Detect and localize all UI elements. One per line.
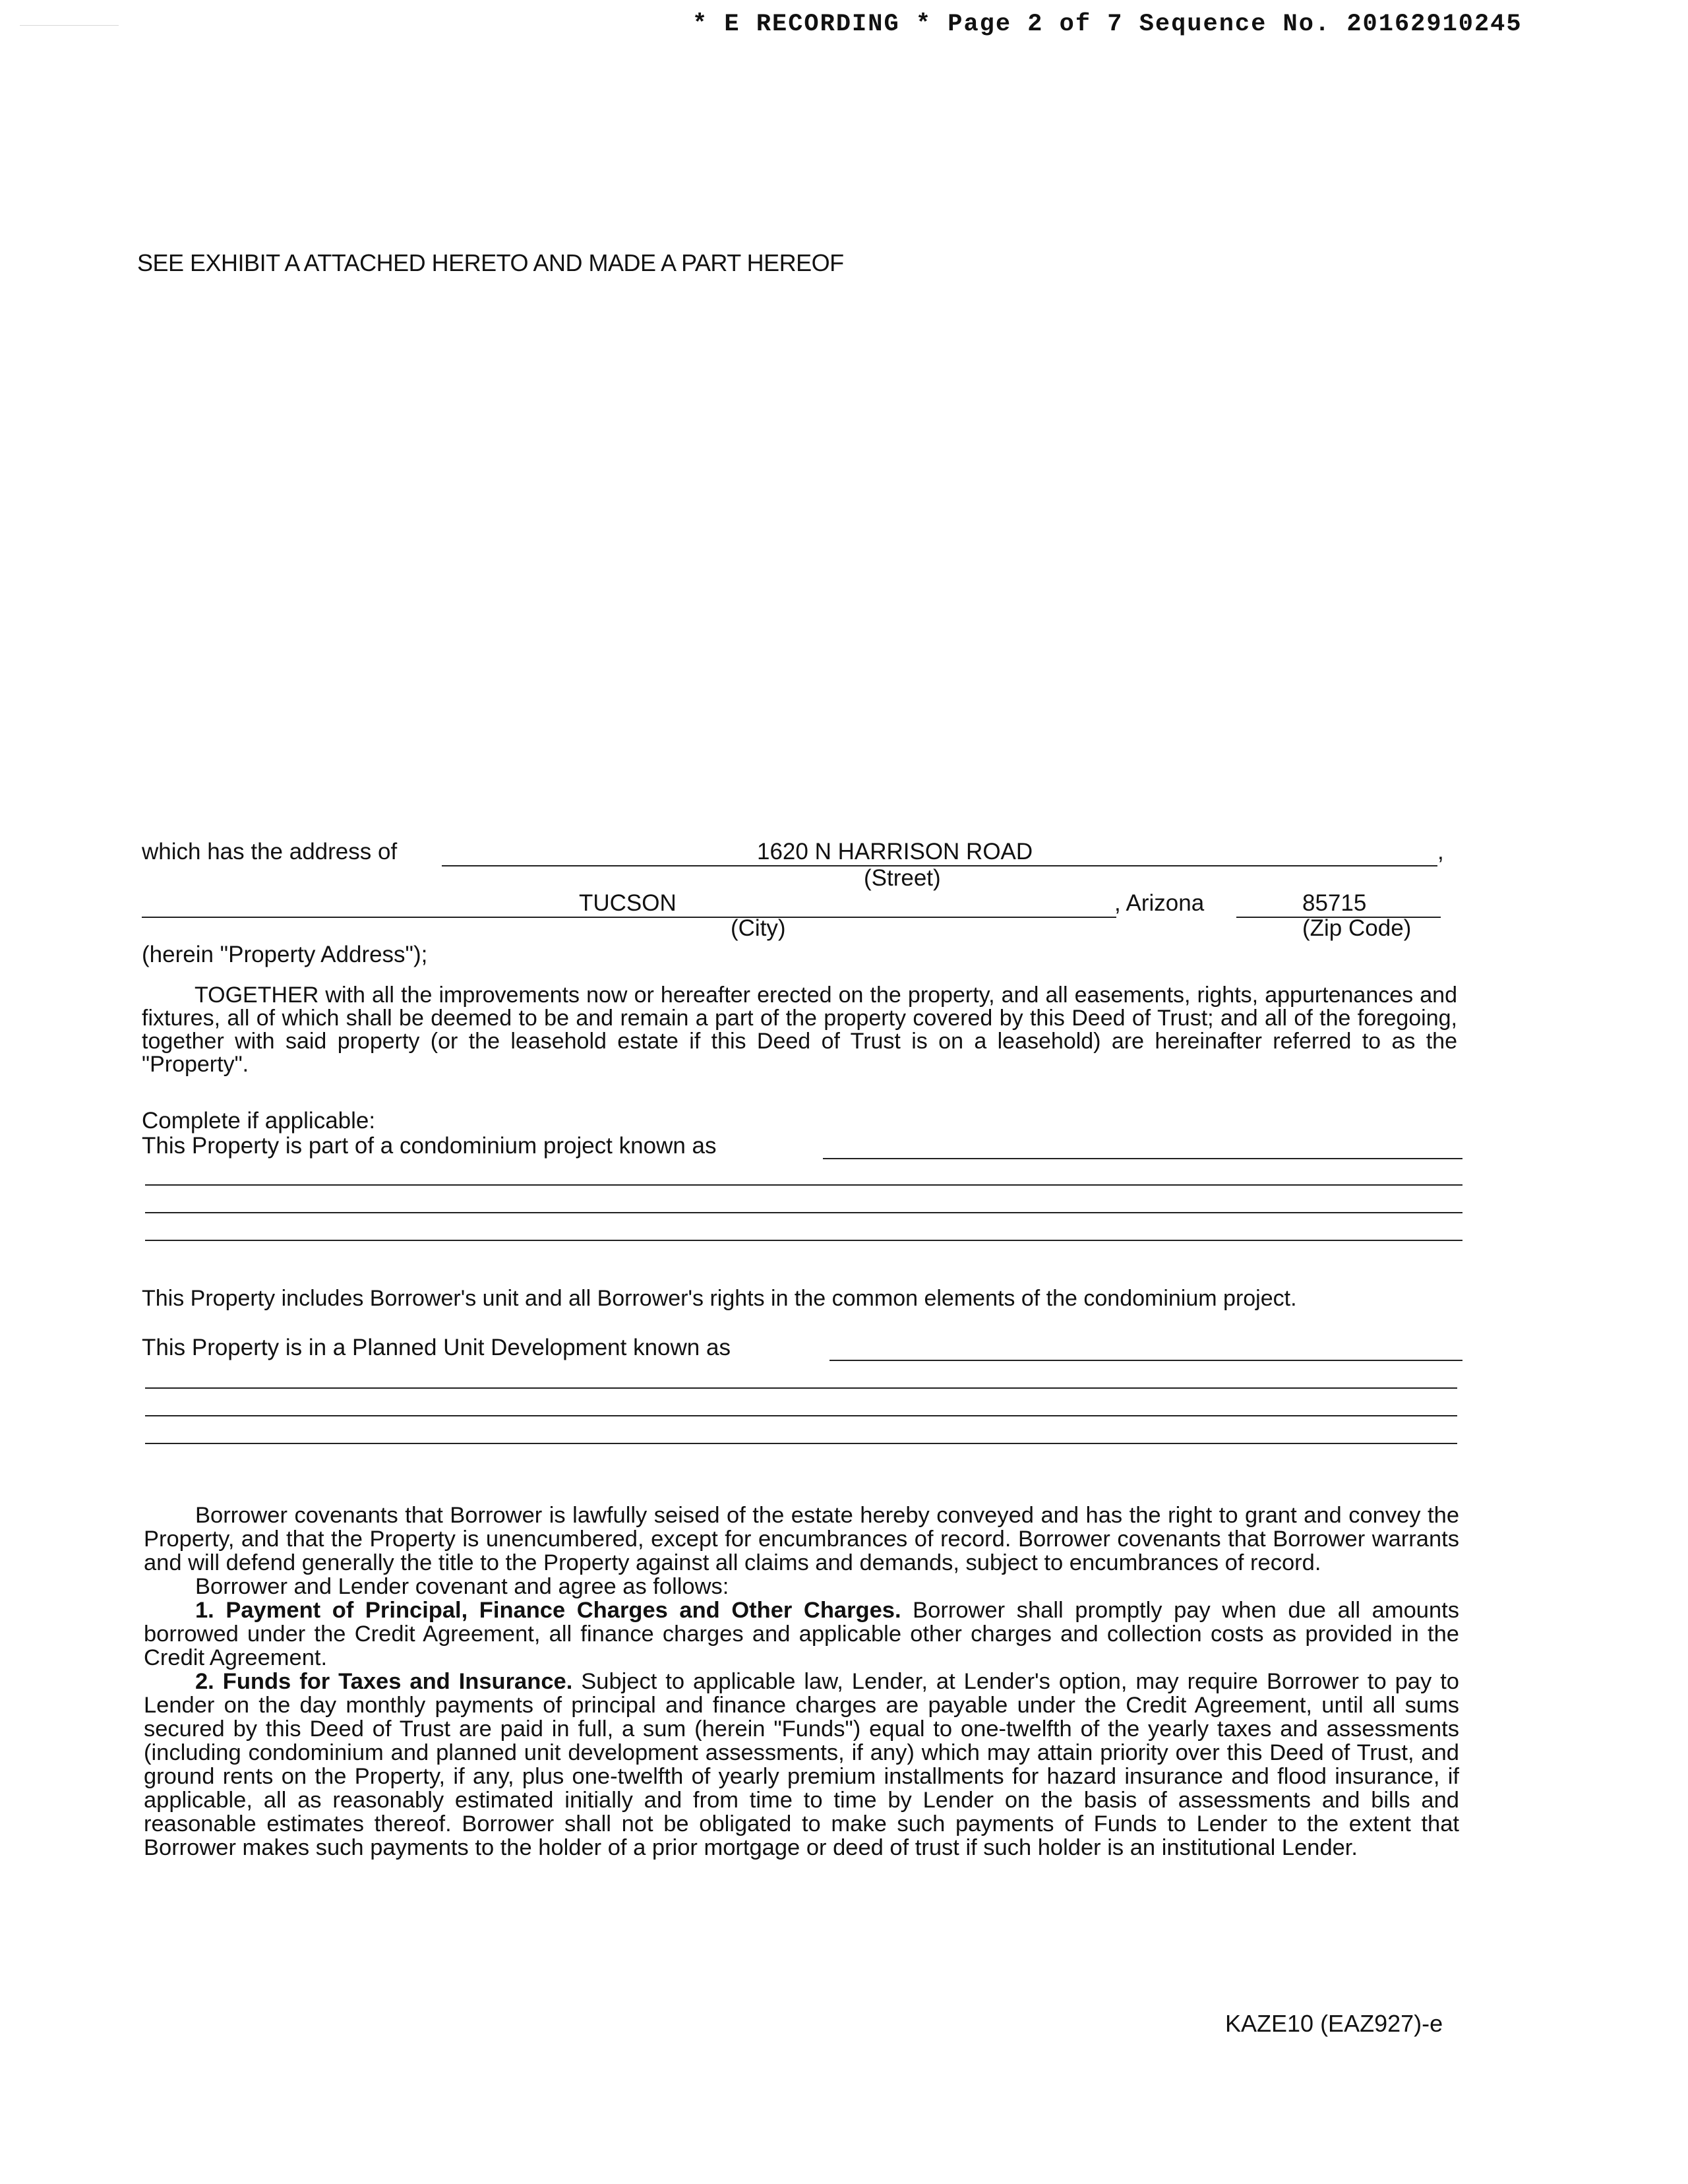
condo-includes-paragraph — [142, 1287, 1457, 1310]
item-1-heading: 1. Payment of Principal, Finance Charges and Other Charges. — [195, 1598, 901, 1623]
pud-line-1 — [829, 1360, 1462, 1361]
condo-known-as: This Property is part of a condominium project known as — [142, 1133, 717, 1159]
city-value: TUCSON — [579, 890, 677, 916]
property-address-note: (herein "Property Address"); — [142, 942, 428, 967]
exhibit-note: SEE EXHIBIT A ATTACHED HERETO AND MADE A PART HEREOF — [137, 249, 844, 276]
pud-known-as: This Property is in a Planned Unit Development known as — [142, 1335, 731, 1360]
zip-value: 85715 — [1302, 890, 1367, 916]
state-value: , Arizona — [1114, 890, 1205, 916]
street-comma: , — [1437, 839, 1444, 864]
condo-line-1 — [823, 1158, 1462, 1159]
condo-includes-text: This Property includes Borrower's unit and all Borrower's rights in the common elements of the condominium project. — [142, 1286, 1297, 1311]
condo-line-3 — [145, 1212, 1462, 1213]
address-lead: which has the address of — [142, 839, 398, 864]
scan-artifact — [20, 25, 119, 26]
covenant-item-1 — [144, 1598, 1459, 1670]
city-line — [142, 917, 1116, 918]
zip-label: (Zip Code) — [1302, 915, 1412, 941]
pud-line-2 — [145, 1387, 1457, 1389]
together-paragraph — [142, 984, 1457, 1076]
condo-line-2 — [145, 1184, 1462, 1186]
covenant-seised: Borrower covenants that Borrower is lawfully seised of the estate hereby conveyed and has the right to grant and convey the Property, and that the Property is unencumbered, except for encumbrances of record. Borrower covenants that Borrower warrants and will defend generally the title to the Property against all claims and demands, subject to encumbrances of record. — [144, 1503, 1459, 1575]
condo-line-4 — [145, 1240, 1462, 1241]
covenant-item-2 — [144, 1670, 1459, 1860]
street-value: 1620 N HARRISON ROAD — [757, 839, 1033, 864]
complete-if-applicable: Complete if applicable: — [142, 1108, 376, 1134]
covenant-agree: Borrower and Lender covenant and agree as follows: — [195, 1574, 729, 1599]
recording-header: * E RECORDING * Page 2 of 7 Sequence No. 20162910245 — [692, 11, 1522, 38]
pud-line-3 — [145, 1415, 1457, 1416]
item-1-body: Borrower shall promptly pay when due all amounts borrowed under the Credit Agreement, all finance charges and applicable other charges and collection costs as provided in the Credit Agreement. — [144, 1598, 1459, 1670]
covenants-block — [144, 1503, 1459, 1860]
form-code: KAZE10 (EAZ927)-e — [1225, 2010, 1443, 2037]
street-label: (Street) — [864, 865, 941, 891]
pud-line-4 — [145, 1443, 1457, 1444]
item-2-heading: 2. Funds for Taxes and Insurance. — [195, 1669, 573, 1694]
city-label: (City) — [731, 915, 786, 941]
item-2-body: Subject to applicable law, Lender, at Lender's option, may require Borrower to pay to Lender on the day monthly payments of principal and finance charges are payable under the Credit Agreement, until all sums secured by this Deed of Trust are paid in full, a sum (herein "Funds") equal to one-twelfth of the yearly taxes and assessments (including condominium and planned unit development assessments, if any) which may attain priority over this Deed of Trust, and ground rents on the Property, if any, plus one-twelfth of yearly premium installments for hazard insurance and flood insurance, if applicable, all as reasonably estimated initially and from time to time by Lender on the basis of assessments and bills and reasonable estimates thereof. Borrower shall not be obligated to make such payments of Funds to Lender to the extent that Borrower makes such payments to the holder of a prior mortgage or deed of trust if such holder is an institutional Lender. — [144, 1669, 1459, 1860]
together-text: TOGETHER with all the improvements now or hereafter erected on the property, and all easements, rights, appurtenances and fixtures, all of which shall be deemed to be and remain a part of the property covered by this Deed of Trust; and all of the foregoing, together with said property (or the leasehold estate if this Deed of Trust is on a leasehold) are hereinafter referred to as the "Property". — [142, 983, 1457, 1077]
